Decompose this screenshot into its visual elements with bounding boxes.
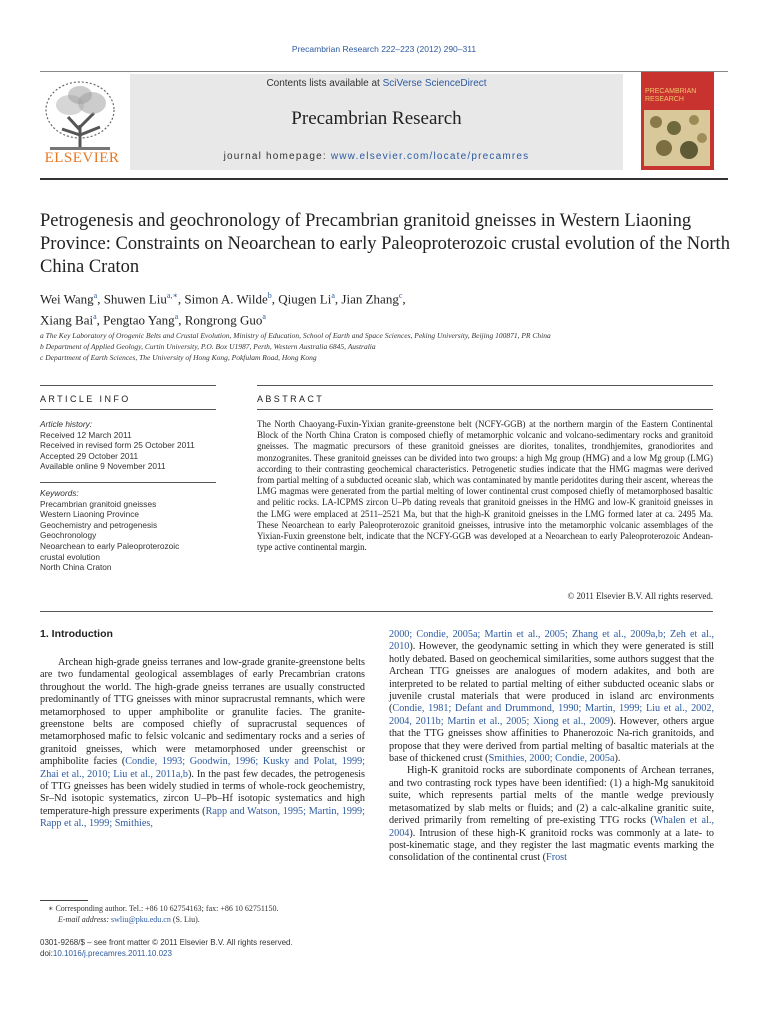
journal-title: Precambrian Research (291, 108, 462, 129)
citation-link[interactable]: Condie, 1993; Goodwin, 1996; Kusky and Polat, 1999; Zhai et al., 2010; Liu et al., 2011a,b (40, 756, 365, 780)
corresponding-author-note: ∗ Corresponding author. Tel.: +86 10 62754163; fax: +86 10 62751150. (48, 904, 279, 913)
author-name: Wei Wang (40, 291, 94, 307)
citation-link[interactable]: Rapp and Watson, 1995; Martin, 1999; Rapp et al., 1999; Smithies, (40, 805, 365, 830)
abstract-heading: ABSTRACT (257, 394, 325, 404)
author-line-1: Wei Wang$^a$, Shuwen Liu$^{a,∗}$, Simon A. Wilde$^b$, Qiugen Li$^a$, Jian Zhang$^c$, (40, 291, 406, 307)
contents-available-line (130, 78, 623, 89)
history-item: Received 12 March 2011 (40, 429, 132, 440)
author-affiliation-mark[interactable]: a (93, 312, 97, 322)
journal-homepage-line (130, 151, 623, 162)
author-name: Qiugen Li (278, 291, 332, 307)
intro-paragraph-1 (40, 657, 365, 831)
sciencedirect-link[interactable]: SciVerse ScienceDirect (382, 78, 487, 89)
text-run: ). However, others argue that the TTG gneisses show affinities to Phanerozoic Na-rich granitoids, and propose that they were derived from partial melting of basaltic materials at the base of thickened crust ( (389, 715, 714, 765)
author-affiliation-mark[interactable]: c (398, 291, 403, 300)
author-name: Shuwen Liu (103, 291, 167, 307)
history-item: Received in revised form 25 October 2011 (40, 440, 195, 451)
header-bottom-rule (40, 178, 728, 180)
citation-link[interactable]: Whalen et al., 2004 (389, 815, 714, 839)
author-name: Xiang Bai (40, 312, 94, 328)
doi-line (40, 948, 370, 959)
contents-prefix: Contents lists available at (266, 78, 383, 89)
front-matter-info (40, 937, 370, 959)
keywords (40, 488, 216, 573)
keyword-item: Western Liaoning Province (40, 509, 140, 520)
homepage-prefix: journal homepage: (223, 151, 331, 162)
keywords-rule (40, 482, 216, 483)
article-info-heading: ARTICLE INFO (40, 394, 131, 404)
keyword-item: Neoarchean to early Paleoproterozoic (40, 540, 180, 551)
keyword-item: Precambrian granitoid gneisses (40, 498, 157, 509)
abstract-bottom-rule (40, 611, 713, 612)
keyword-item: crustal evolution (40, 551, 100, 562)
cover-rock-thumbnail-icon (644, 110, 710, 166)
article-history-label: Article history: (40, 419, 93, 429)
affiliation-c: c Department of Earth Sciences, The University of Hong Kong, Pokfulam Road, Hong Kong (40, 353, 317, 362)
citation-link[interactable]: Frost (546, 852, 567, 864)
doi-label: doi: (40, 949, 53, 958)
author-affiliation-mark[interactable]: b (267, 291, 272, 300)
abstract-copyright: © 2011 Elsevier B.V. All rights reserved. (567, 591, 713, 601)
author-line-2: Xiang Bai$^a$, Pengtao Yang$^a$, Rongrong Guo$^a$ (40, 312, 266, 328)
citation-link[interactable]: Smithies, 2000; Condie, 2005a (488, 753, 615, 765)
email-suffix: (S. Liu). (170, 914, 200, 924)
email-line (40, 915, 370, 926)
article-info-top-rule (40, 385, 216, 386)
affiliation-a: a The Key Laboratory of Orogenic Belts and Crustal Evolution, Ministry of Education, School of Earth and Space Sciences, Peking University, Beijing 100871, PR China (40, 331, 551, 340)
author-name: Jian Zhang (341, 291, 399, 307)
right-column-text (389, 629, 714, 865)
citation-link[interactable]: Condie, 1981; Defant and Drummond, 1990; Martin, 1999; Liu et al., 2002, 2004, 2011b; Martin et al., 2005; Xiong et al., 2009 (389, 703, 714, 727)
author-affiliation-mark[interactable]: a (331, 291, 335, 300)
corresponding-author-footnote (40, 904, 370, 925)
intro-paragraph-2 (389, 765, 714, 864)
keyword-item: North China Craton (40, 562, 112, 573)
keyword-item: Geochronology (40, 530, 97, 541)
author-affiliation-mark[interactable]: a (174, 312, 179, 322)
keywords-label: Keywords: (40, 488, 79, 498)
author-affiliation-mark[interactable]: a (93, 291, 98, 300)
intro-paragraph-1-cont (389, 629, 714, 765)
author-affiliation-mark[interactable]: a (262, 312, 266, 322)
author-affiliation-mark[interactable]: a,∗ (166, 291, 178, 300)
author-list (40, 287, 720, 330)
author-name: Rongrong Guo (184, 312, 263, 328)
abstract-text: The North Chaoyang-Fuxin-Yixian granite-greenstone belt (NCFY-GGB) at the northern margin of the Eastern Continental Block of the North China Craton is composed chiefly of metamorphic volcanic and volcano-sedimentary rocks and granitoid gneisses. The magmatic precursors of these granitoid gneisses are diorites, tonalites, trondhjemites, granodiorites and monzogranites. These granitoid gneisses can be divided into two groups: a high Mg group (HMG) and a low Mg group (LMG) according to their contrasting geochemical characteristics. Petrogenetic studies indicate that the HMG magmas were derived from partial melting of a subducted oceanic slab, which was contaminated by mantle peridotites during their ascent, whereas the LMG magmas were generated from the partial melting of lower continental crust composed chiefly of metamorphosed basaltic and pelitic rocks. LA-ICPMS zircon U–Pb dating reveals that granitoid gneisses in the HMG and low-K granitoid gneisses in the LMG were emplaced at 2511–2521 Ma, but that the high-K granitoid gneisses in the LMG formed later at ca. 2495 Ma. These Neoarchean to early Paleoproterozoic granitoid gneisses, intrusive into the metamorphic volcanic assemblages of the Yixian-Fuxin greenstone belt, indicate that the NCFY-GGB was developed at a Neoarchean to early Paleoproterozoic Andean-type active continental margin. (257, 419, 713, 553)
email-label: E-mail address: (58, 914, 112, 924)
abstract-top-rule (257, 385, 713, 386)
journal-homepage-link[interactable]: www.elsevier.com/locate/precamres (330, 151, 530, 162)
author-name: Pengtao Yang (103, 312, 175, 328)
doi-link[interactable]: 10.1016/j.precamres.2011.10.023 (52, 949, 172, 958)
journal-citation[interactable]: Precambrian Research 222–223 (2012) 290–311 (291, 44, 477, 54)
text-run: High-K granitoid rocks are subordinate components of Archean terranes, and two contrasting rock types have been identified: (1) a high-Mg sanukitoid suite, which represents partial melts of the mantle wedge previously metasomatized by slab melts or fluids; and (2) a calc-alkaline granitic suite, derived primarily from remelting of pre-existing TTG rocks ( (389, 765, 714, 827)
header-top-rule (40, 71, 728, 72)
section-1-heading: 1. Introduction (40, 628, 113, 640)
affiliation-b: b Department of Applied Geology, Curtin University, P.O. Box U1987, Perth, Western Australia 6845, Australia (40, 342, 376, 351)
issn-line: 0301-9268/$ – see front matter © 2011 Elsevier B.V. All rights reserved. (40, 938, 293, 947)
text-run: ). However, the geodynamic setting in which they were generated is still hotly debated. Based on geochemical similarities, some authors suggest that the Archean TTG gneisses are analogues of modern adakites, and both are interpreted to be related to partial melting of either subducted oceanic slabs or juvenile crustal materials that were produced in island arc environments ( (389, 641, 714, 715)
keyword-item: Geochemistry and petrogenesis (40, 519, 158, 530)
history-item: Available online 9 November 2011 (40, 461, 166, 472)
affiliations (40, 330, 730, 363)
text-run: ). In the past few decades, the petrogenesis of TTG gneisses has been widely studied in terms of whole-rock geochemistry, Sr–Nd isotopic systematics, zircon U–Pb–Hf isotopic systematics and high temperature-high pressure experiments ( (40, 768, 365, 817)
citation-link[interactable]: 2000; Condie, 2005a; Martin et al., 2005; Zhang et al., 2009a,b; Zeh et al., 2010 (389, 629, 714, 653)
article-history (40, 419, 216, 472)
cover-title: PRECAMBRIAN RESEARCH (645, 88, 697, 103)
text-run: ). (614, 753, 621, 765)
text-run: ). Intrusion of these high-K granitoid rocks was commonly at a late- to post-kinematic stage, and they register the last magmatic events marking the consolidation of the continental crust ( (389, 827, 714, 864)
text-run: Archean high-grade gneiss terranes and low-grade granite-greenstone belts are two fundamental geological assemblages of early Precambrian cratons throughout the world. The high-grade gneiss terranes are usually constructed predominantly of TTG gneisses with minor supracrustal remnants, which were metamorphosed to upper amphibolite or granulite facies. The granite-greenstone belts are composed chiefly of supracrustal sequences of metamorphosed mafic to felsic volcanic and sedimentary rocks and a series of granitoid gneisses, which were metamorphosed under greenschist or amphibolite facies ( (40, 657, 365, 768)
elsevier-wordmark: ELSEVIER (44, 150, 120, 166)
article-info-rule (40, 409, 216, 410)
history-item: Accepted 29 October 2011 (40, 450, 139, 461)
author-name: Simon A. Wilde (184, 291, 268, 307)
left-column-text (40, 657, 365, 831)
abstract-rule (257, 409, 713, 410)
email-link[interactable]: swliu@pku.edu.cn (111, 914, 171, 924)
article-title: Petrogenesis and geochronology of Precambrian granitoid gneisses in Western Liaoning Province: Constraints on Neoarchean to early Paleoproterozoic crustal evolution of the North China Craton (40, 211, 730, 277)
footnote-rule (40, 900, 88, 901)
